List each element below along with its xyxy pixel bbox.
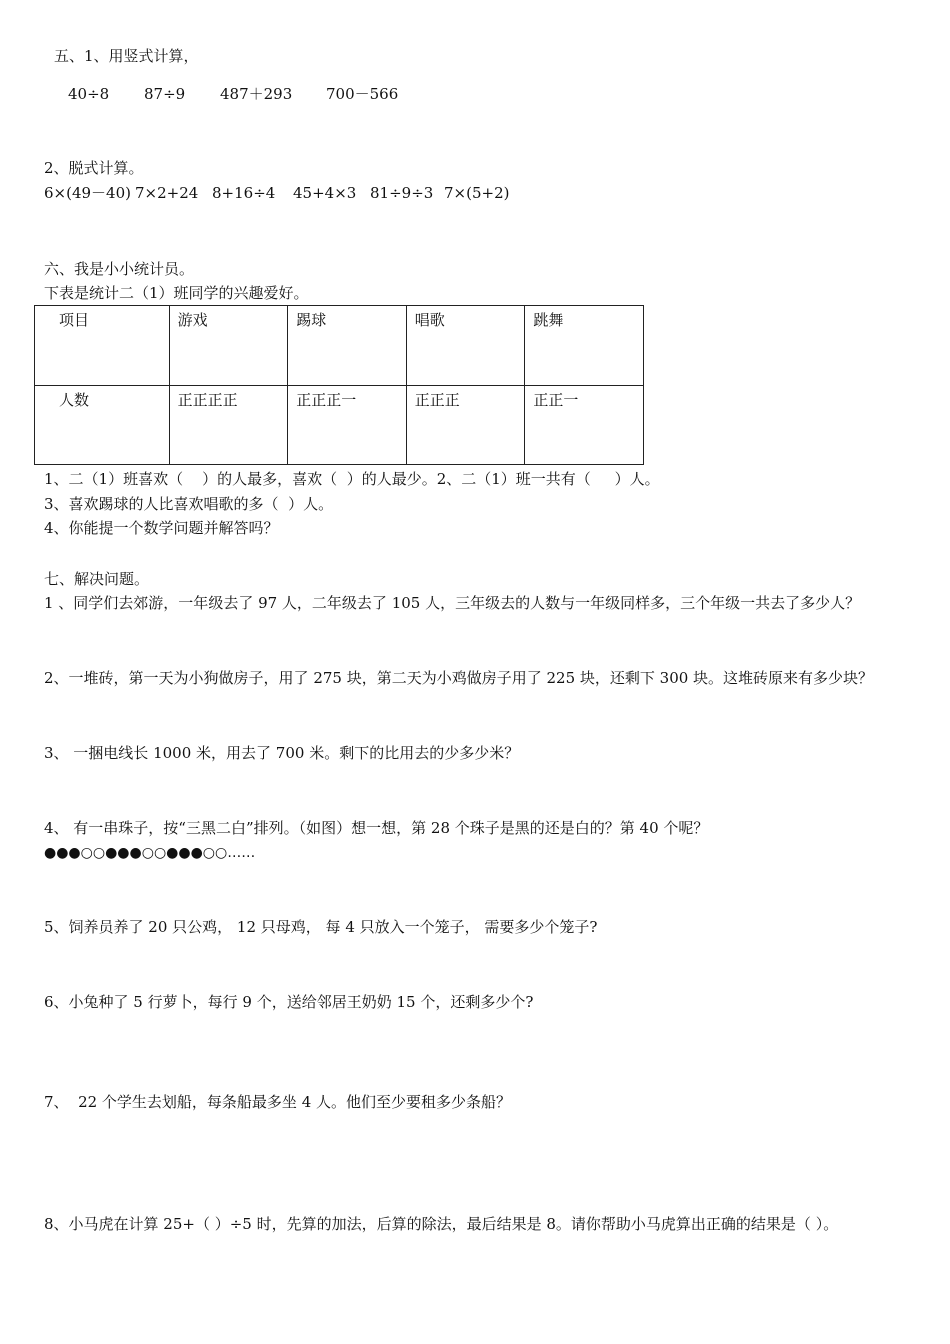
table-cell: 正正一 (525, 386, 644, 465)
problem-3: 3、 一捆电线长 1000 米，用去了 700 米。剩下的比用去的少多少米？ (44, 744, 520, 762)
vertical-calc-1: 40÷8 (68, 85, 110, 103)
table-cell: 跳舞 (525, 306, 644, 386)
table-cell: 正正正正 (169, 386, 288, 465)
section6-title: 六、我是小小统计员。 (44, 260, 195, 278)
table-cell: 正正正 (406, 386, 525, 465)
problem-6: 6、小兔种了 5 行萝卜，每行 9 个，送给邻居王奶奶 15 个，还剩多少个? (44, 993, 534, 1011)
stats-question-3: 3、喜欢踢球的人比喜欢唱歌的多（ ）人。 (44, 495, 334, 513)
problem-1: 1 、同学们去郊游，一年级去了 97 人，二年级去了 105 人，三年级去的人数与一年级同样多，三个年级一共去了多少人？ (44, 594, 861, 612)
vertical-calc-3: 487＋293 (220, 85, 293, 103)
expression-row (44, 183, 509, 203)
expression-6: 7×(5+2) (444, 184, 510, 202)
stats-question-1: 1、二（1）班喜欢（ ）的人最多，喜欢（ ）的人最少。2、二（1）班一共有（ ）人。 (44, 470, 660, 488)
problem-4: 4、 有一串珠子，按“三黑二白”排列。（如图）想一想，第 28 个珠子是黑的还是白的？第 40 个呢？ (44, 819, 709, 837)
table-cell: 踢球 (288, 306, 407, 386)
table-cell: 唱歌 (406, 306, 525, 386)
expression-3: 8+16÷4 (212, 184, 276, 202)
section5-sub2-title: 2、脱式计算。 (44, 159, 144, 177)
problem-7: 7、 22 个学生去划船，每条船最多坐 4 人。他们至少要租多少条船？ (44, 1093, 512, 1111)
section5-title: 五、1、用竖式计算， (54, 47, 199, 65)
table-row (35, 306, 644, 386)
vertical-calc-row (68, 84, 398, 104)
vertical-calc-2: 87÷9 (144, 85, 186, 103)
table-cell: 游戏 (169, 306, 288, 386)
table-cell: 项目 (35, 306, 170, 386)
problem-8: 8、小马虎在计算 25+（ ）÷5 时，先算的加法，后算的除法，最后结果是 8。请你帮助小马虎算出正确的结果是（ ）。 (44, 1215, 839, 1233)
section6-intro: 下表是统计二（1）班同学的兴趣爱好。 (44, 284, 309, 302)
expression-5: 81÷9÷3 (370, 184, 434, 202)
table-row (35, 386, 644, 465)
hobby-table (34, 305, 644, 465)
expression-1: 6×(49－40) (44, 184, 131, 202)
table-cell: 正正正一 (288, 386, 407, 465)
problem-5: 5、饲养员养了 20 只公鸡， 12 只母鸡， 每 4 只放入一个笼子， 需要多少个笼子? (44, 918, 598, 936)
vertical-calc-4: 700－566 (326, 85, 399, 103)
bead-sequence: ●●●○○●●●○○●●●○○…… (44, 845, 256, 861)
stats-question-4: 4、你能提一个数学问题并解答吗？ (44, 519, 279, 537)
problem-2: 2、一堆砖，第一天为小狗做房子，用了 275 块，第二天为小鸡做房子用了 225 块，还剩下 300 块。这堆砖原来有多少块？ (44, 669, 874, 687)
expression-4: 45+4×3 (293, 184, 357, 202)
table-cell: 人数 (35, 386, 170, 465)
section7-title: 七、解决问题。 (44, 570, 150, 588)
expression-2: 7×2+24 (135, 184, 199, 202)
